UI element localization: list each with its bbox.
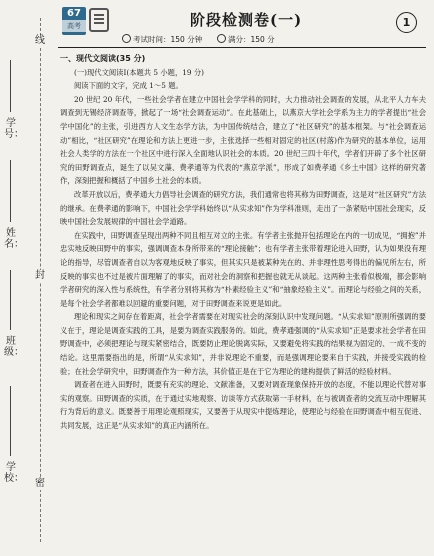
page-title: 阶段检测卷(一) bbox=[190, 11, 303, 29]
paragraph: 调查者在进入田野时，既要有充实的理论、文献准备，又要对调查现象保持开放的态度，不能以理论代替对事实的观察。田野调查的实质，在于通过实地观察、访谈等方式获取第一手材料，在与被调查者的交流互动中理解其行为背后的意义。既要善于用理论观照现实，又要善于从现实中提炼理论，使理论与经验在田野调查中相互促进、共同发展，这正是“从实求知”的真正内涵所在。 bbox=[60, 380, 426, 431]
subsection-heading: (一)现代文阅读Ⅰ(本题共 5 小题，19 分) bbox=[74, 67, 205, 77]
school-field[interactable] bbox=[10, 386, 11, 456]
name-field[interactable] bbox=[10, 160, 11, 222]
class-label: 班级： bbox=[4, 336, 24, 358]
fold-word-xian: 线 bbox=[35, 35, 45, 46]
paragraph: 20 世纪 20 年代，一些社会学者在建立中国社会学学科的同时，大力推动社会调查的发展，从北平人力车夫调查到无锡经济调查等，掀起了一场“社会调查运动”。在此基础上，以燕京大学社会学系为主力的学者提出“社会学中国化”的主张，引进西方人文生态学方法，为中国传统结合，建立了“社区研究”的基本框架。与“社会调查运动”相比，“社区研究”在理论和方法上更进一步，主张选择一些相对固定的社区(村落)作为研究的基本单位，运用社会人类学的方法在一个社区中进行深入全面地认识社会的本质。20 世纪三四十年代，学者们开辟了多个社区研究的田野调查点，诞生了以吴文藻、费孝通等为代表的“燕京学派”，形成了如费孝通《乡土中国》这样的研究著作，深刻把握和概括了中国乡土社会的本质。 bbox=[60, 94, 426, 186]
time-text: 考试时间：150 分钟 bbox=[133, 35, 203, 44]
name-label: 姓名： bbox=[4, 228, 24, 250]
exam-info bbox=[122, 34, 275, 45]
reading-content bbox=[60, 52, 426, 433]
brand-logo bbox=[62, 7, 86, 35]
student-number-field[interactable] bbox=[10, 60, 11, 112]
binding-margin bbox=[0, 0, 54, 556]
logo-number: 67 bbox=[67, 8, 81, 19]
fold-word-feng: 封 bbox=[35, 270, 45, 281]
instruction-text: 阅读下面的文字，完成 1～5 题。 bbox=[74, 81, 183, 91]
section-heading: 一、现代文阅读(35 分) bbox=[60, 54, 146, 63]
paragraph: 在实践中，田野调查呈现出两种不同且相互对立的主张。有学者主张抛开包括理论在内的一切成见，“拥抱”并忠实地反映田野中的事实，强调调查本身所带来的“理论接触”；也有学者主张带着理论进入田野，认为如果没有理论的指导，尽管调查者自以为客观地反映了事实，但其实只是被某种先在的、并非理性思考得出的偏见所左右，所反映的事实也不过是被片面理解了的事实，而对社会的洞察和把握也就无从谈起。这两种主张看似极端，都会影响学者研究的深入性与系统性，有学者分别将其称为“朴素经验主义”和“抽象经验主义”。而理论与经验之间的关系，是每个社会学者都难以回避的重要问题，对于田野调查来说更是如此。 bbox=[60, 230, 426, 308]
star-icon bbox=[217, 34, 226, 43]
clock-icon bbox=[122, 34, 131, 43]
class-field[interactable] bbox=[10, 270, 11, 330]
paragraph: 理论和现实之间存在着距离，社会学者需要在对现实社会的深刻认识中发现问题。“从实求知”原则所强调的要义在于，理论是调查实践的工具，是要为调查实践服务的。如此，费孝通强调的“从实求知”正是要求社会学者在田野调查中，必须把理论与现实紧密结合，既要防止理论脱离实际，又要避免将实践的结果视为固定的、一成不变的结论。这里需要指出的是，所谓“从实求知”，并非说理论不重要，而是强调理论要来自于实践，并接受实践的检验；在社会学研究中，田野调查作为一种方法，其价值正是在于它为理论的建构提供了鲜活的经验材料。 bbox=[60, 312, 426, 376]
header-divider bbox=[58, 47, 426, 48]
fold-word-mi: 密 bbox=[35, 478, 45, 489]
logo-sub: 高考 bbox=[62, 20, 86, 32]
student-number-label: 学号： bbox=[4, 118, 24, 140]
score-text: 满分：150 分 bbox=[227, 35, 275, 44]
book-icon bbox=[89, 8, 109, 32]
page-number: 1 bbox=[396, 12, 417, 33]
paragraph: 改革开放以后，费孝通大力倡导社会调查的研究方法，我们通常也将其称为田野调查，这是对“社区研究”方法的继承。在费孝通的影响下，中国社会学学科始终以“从实求知”作为学科准则，走出了一条紧贴中国社会现实，反映中国社会发展规律的中国社会学道路。 bbox=[60, 189, 426, 227]
school-label: 学校： bbox=[4, 462, 24, 484]
